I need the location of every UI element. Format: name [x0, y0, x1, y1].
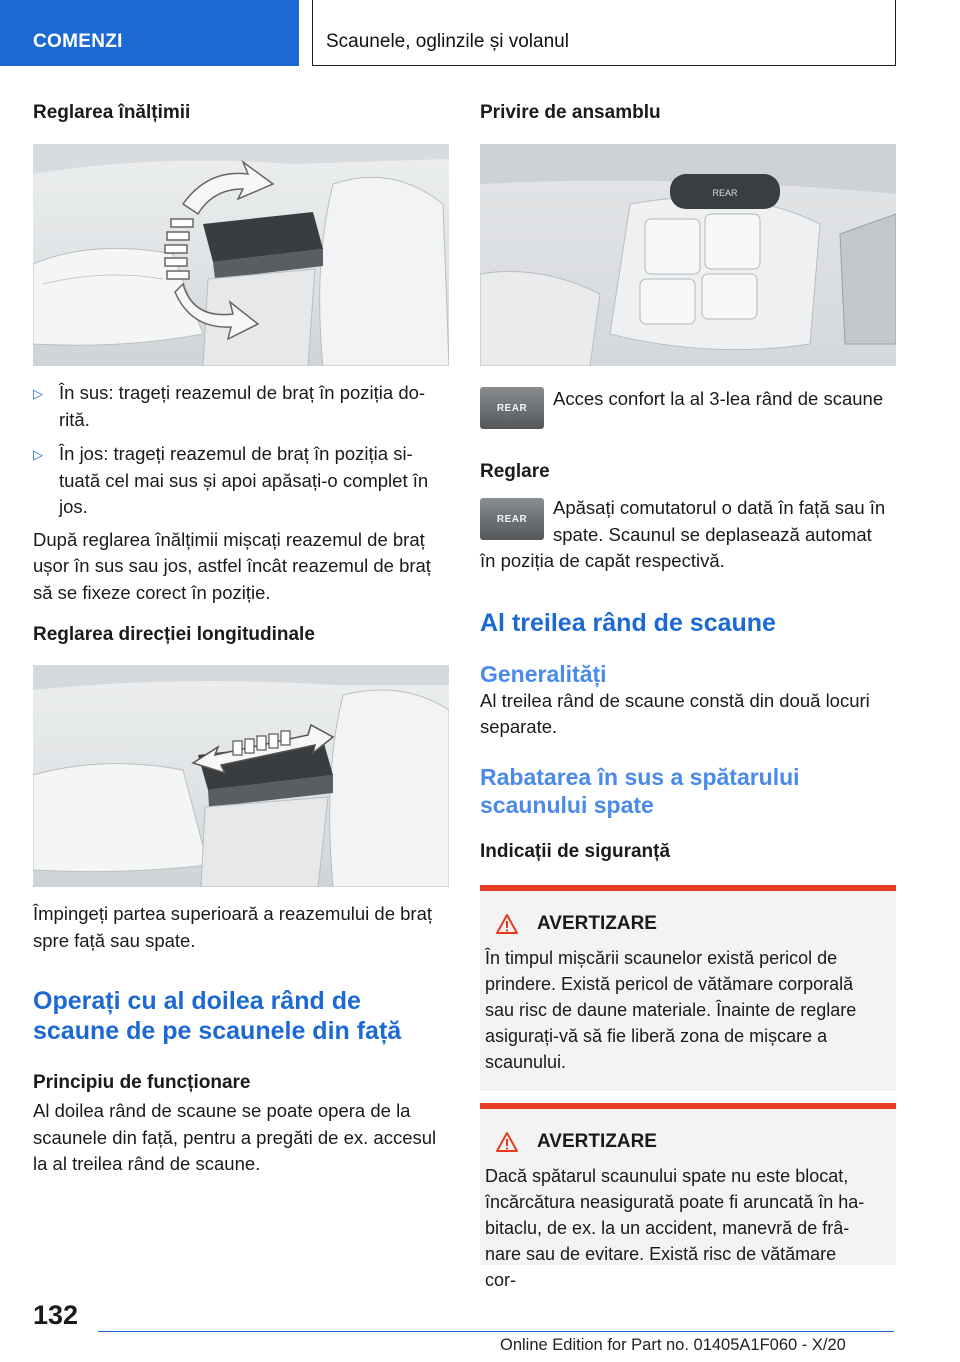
armrest-longitudinal-image — [33, 665, 449, 887]
right-column — [480, 100, 896, 1290]
general-text: Al treilea rând de scaune constă din două locuri separate. — [480, 689, 870, 737]
warning-triangle-icon — [495, 1131, 519, 1153]
list-item: ▷ În sus: trageți reazemul de braț în poziția do-rită. — [33, 380, 449, 433]
overview-title: Privire de ansamblu — [480, 102, 661, 123]
page-number: 132 — [33, 1300, 79, 1330]
warning-text: În timpul mișcării scaunelor există pericol de prindere. Există pericol de vătămare corporală sau risc de daune materiale. Înainte de reglare asigurați-vă să fie liberă zona de mișcare a scaunului. — [485, 947, 857, 1072]
section-tab[interactable]: COMENZI — [0, 0, 299, 66]
reglare-title: Reglare — [480, 461, 550, 482]
rear-switch-label: REAR — [712, 188, 738, 198]
armrest-longitudinal-illustration — [33, 665, 449, 887]
warning-box — [480, 1103, 896, 1290]
second-row-section-title: Operați cu al doilea rând de scaune de pe scaunele din față — [33, 987, 402, 1045]
triangle-bullet-icon: ▷ — [33, 386, 43, 401]
rear-access-row — [480, 386, 896, 429]
third-row-title: Al treilea rând de scaune — [480, 608, 776, 637]
footer-divider — [98, 1331, 894, 1332]
general-title: Generalități — [480, 660, 607, 687]
reglare-row — [480, 495, 896, 548]
left-column — [33, 100, 449, 1178]
door-panel-illustration — [480, 144, 896, 366]
rear-button-icon: REAR — [480, 387, 544, 429]
footer-edition: Online Edition for Part no. 01405A1F060 - X/20 — [500, 1336, 846, 1354]
height-bullets — [33, 380, 449, 521]
door-panel-image — [480, 144, 896, 366]
principle-text: Al doilea rând de scaune se poate opera de la scaunele din față, pentru a pregăti de ex. accesul la al treilea rând de scaune. — [33, 1100, 437, 1174]
principle-title: Principiu de funcționare — [33, 1072, 251, 1093]
longitudinal-adjust-title: Reglarea direcției longitudinale — [33, 624, 315, 645]
warning-title: AVERTIZARE — [537, 912, 657, 934]
height-text: După reglarea înălțimii mișcați reazemul de braț ușor în sus sau jos, astfel încât reazemul de braț să se fixeze corect în poziție. — [33, 528, 431, 603]
page-header — [0, 0, 960, 66]
longitudinal-text: Împingeți partea superioară a reazemului de braț spre față sau spate. — [33, 903, 433, 951]
reglare-text-cont: în poziția de capăt respectivă. — [480, 550, 725, 571]
reglare-text: Apăsați comutatorul o dată în față sau în spate. Scaunul se deplasează automat — [553, 497, 886, 545]
chapter-title: Scaunele, oglinzile și volanul — [312, 0, 896, 66]
list-item: ▷ În jos: trageți reazemul de braț în poziția si-tuată cel mai sus și apoi apăsați-o complet în jos. — [33, 441, 449, 521]
warning-box — [480, 885, 896, 1091]
armrest-height-illustration — [33, 144, 449, 366]
warning-text: Dacă spătarul scaunului spate nu este blocat, încărcătura neasigurată poate fi aruncată în ha-bitaclu, de ex. la un accident, manevră de frâ-nare sau de evitare. Există risc de vătămare cor- — [485, 1165, 865, 1290]
warning-triangle-icon — [495, 913, 519, 935]
safety-title: Indicații de siguranță — [480, 840, 671, 862]
fold-backrest-title: Rabatarea în sus a spătarului scaunului spate — [480, 763, 800, 818]
armrest-height-image — [33, 144, 449, 366]
triangle-bullet-icon: ▷ — [33, 447, 43, 462]
rear-button-icon: REAR — [480, 498, 544, 540]
warning-title: AVERTIZARE — [537, 1130, 657, 1152]
access-text: Acces confort la al 3-lea rând de scaune — [553, 388, 884, 409]
height-adjust-title: Reglarea înălțimii — [33, 102, 191, 123]
